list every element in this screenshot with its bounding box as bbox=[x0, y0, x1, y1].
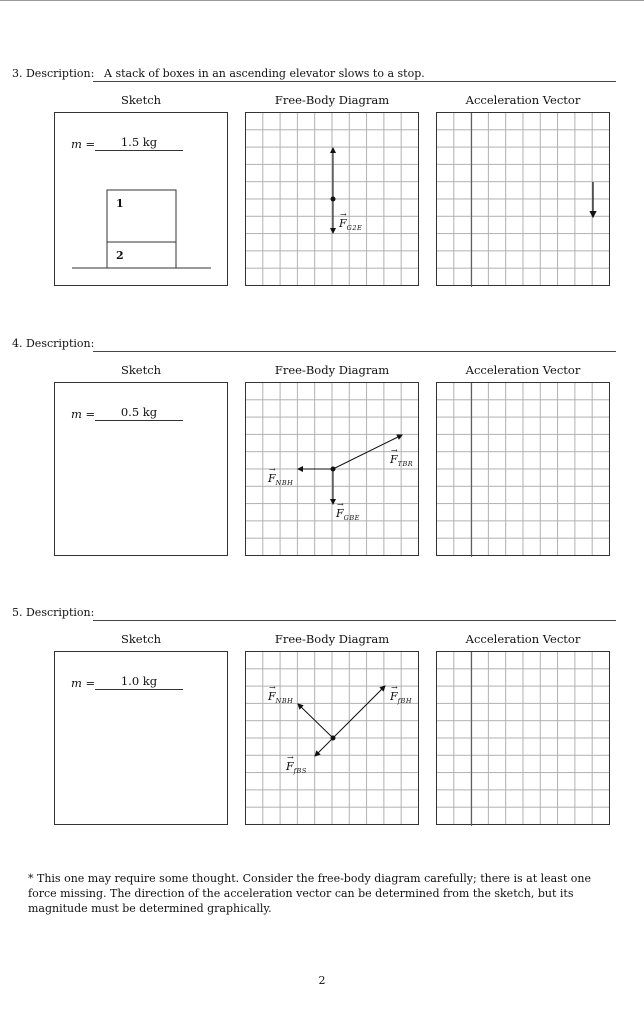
block-2-label: 2 bbox=[116, 249, 124, 262]
mass-label: m = bbox=[71, 676, 96, 690]
description-line[interactable] bbox=[93, 620, 616, 621]
problem-number: 5. Description: bbox=[12, 606, 95, 619]
fbd-grid[interactable] bbox=[245, 382, 419, 556]
mass-label: m = bbox=[71, 137, 96, 151]
fbd-vectors bbox=[246, 652, 420, 826]
fbd-header: Free-Body Diagram bbox=[274, 632, 390, 646]
acceleration-axis bbox=[437, 383, 611, 557]
sketch-header: Sketch bbox=[120, 93, 162, 107]
problem-3 bbox=[0, 67, 644, 307]
block-1-label: 1 bbox=[116, 197, 124, 210]
force-label-nbh: → $F_{NBH}$ bbox=[268, 472, 293, 487]
description-line[interactable] bbox=[93, 351, 616, 352]
sketch-box[interactable] bbox=[54, 382, 228, 556]
sketch-box[interactable] bbox=[54, 651, 228, 825]
acceleration-grid[interactable] bbox=[436, 651, 610, 825]
mass-value: 1.0 kg bbox=[120, 674, 158, 688]
fbd-grid[interactable] bbox=[245, 112, 419, 286]
problem-5 bbox=[0, 606, 644, 846]
accel-header: Acceleration Vector bbox=[465, 93, 581, 107]
problem-number: 3. Description: bbox=[12, 67, 95, 80]
description-line bbox=[93, 81, 616, 82]
sketch-box bbox=[54, 112, 228, 286]
accel-header: Acceleration Vector bbox=[465, 632, 581, 646]
footnote: * This one may require some thought. Consider the free-body diagram carefully; there is at least one force missing. The direction of the acceleration vector can be determined from the sketch, but its magnitude must be determined graphically. bbox=[28, 872, 591, 915]
top-rule bbox=[0, 0, 644, 1]
fbd-header: Free-Body Diagram bbox=[274, 363, 390, 377]
mass-value: 0.5 kg bbox=[120, 405, 158, 419]
problem-4 bbox=[0, 337, 644, 577]
mass-underline bbox=[95, 420, 183, 421]
sketch-header: Sketch bbox=[120, 632, 162, 646]
description-text: A stack of boxes in an ascending elevator slows to a stop. bbox=[104, 67, 425, 80]
sketch-header: Sketch bbox=[120, 363, 162, 377]
stacked-boxes-drawing bbox=[55, 113, 229, 287]
mass-underline bbox=[95, 689, 183, 690]
accel-header: Acceleration Vector bbox=[465, 363, 581, 377]
force-label-tbr: → $F_{TBR}$ bbox=[390, 453, 413, 468]
acceleration-vector bbox=[437, 113, 611, 287]
page-number: 2 bbox=[318, 974, 326, 987]
acceleration-axis bbox=[437, 652, 611, 826]
force-label-fbs: → $F_{fBS}$ bbox=[286, 760, 307, 775]
mass-value: 1.5 kg bbox=[120, 135, 158, 149]
force-label-g2e: → $F_{G2E}$ bbox=[339, 217, 362, 232]
force-label-nbh: → $F_{NBH}$ bbox=[268, 690, 293, 705]
mass-label: m = bbox=[71, 407, 96, 421]
force-label-gbe: → $F_{GBE}$ bbox=[336, 507, 360, 522]
acceleration-grid[interactable] bbox=[436, 382, 610, 556]
fbd-grid[interactable] bbox=[245, 651, 419, 825]
fbd-header: Free-Body Diagram bbox=[274, 93, 390, 107]
force-label-fbh: → $F_{fBH}$ bbox=[390, 690, 412, 705]
acceleration-grid[interactable] bbox=[436, 112, 610, 286]
problem-number: 4. Description: bbox=[12, 337, 95, 350]
fbd-vectors bbox=[246, 113, 420, 287]
